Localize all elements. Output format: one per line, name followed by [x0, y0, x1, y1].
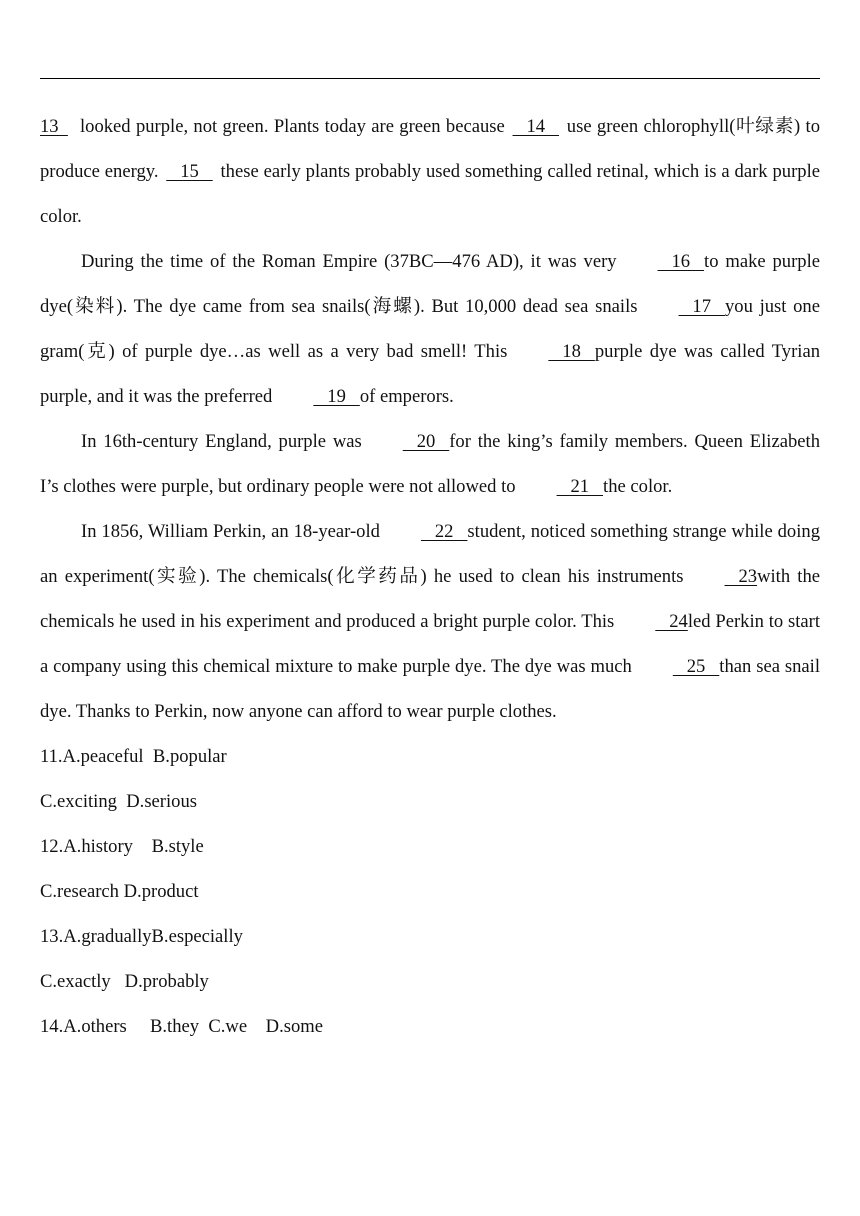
text: the color.	[603, 476, 673, 497]
header-rule	[40, 78, 820, 79]
text: In 1856, William Perkin, an 18-year-old	[81, 521, 380, 542]
text: In 16th-century England, purple was	[81, 431, 362, 452]
passage-paragraph-2	[40, 239, 820, 419]
option-line-12-ab: 12.A.history B.style	[40, 836, 204, 857]
blank-13: 13	[40, 116, 68, 137]
text: to make purple dye(染料). The dye came from sea snails(海螺). But 10,000 dead sea snails	[40, 251, 820, 317]
blank-17: 17	[678, 296, 725, 317]
blank-14: 14	[512, 116, 560, 137]
passage-paragraph-4	[40, 509, 820, 734]
passage-paragraph-1	[40, 104, 820, 239]
blank-21: 21	[556, 476, 604, 497]
text: these early plants probably used something called retinal, which is a dark purple color.	[40, 161, 821, 227]
option-line-11-ab: 11.A.peaceful B.popular	[40, 746, 227, 767]
text: purple dye was called Tyrian purple, and it was the preferred	[40, 341, 820, 407]
blank-20: 20	[402, 431, 450, 452]
document-body	[40, 104, 820, 1049]
text: with the chemicals he used in his experiment and produced a bright purple color. This	[40, 566, 821, 632]
text: led Perkin to start a company using this chemical mixture to make purple dye. The dye was much	[40, 611, 821, 677]
option-line-12-cd: C.research D.product	[40, 881, 199, 902]
text: looked purple, not green. Plants today are green because	[80, 116, 505, 137]
text: you just one gram(克) of purple dye…as well as a very bad smell! This	[40, 296, 820, 362]
passage-paragraph-3	[40, 419, 820, 509]
blank-19: 19	[313, 386, 360, 407]
text: than sea snail dye. Thanks to Perkin, now anyone can afford to wear purple clothes.	[40, 656, 820, 722]
answer-options	[40, 734, 820, 1049]
text: use green chlorophyll(叶绿素) to produce energy.	[40, 116, 820, 182]
text: student, noticed something strange while doing an experiment(实验). The chemicals(化学药品) he used to clean his instruments	[40, 521, 820, 587]
option-line-11-cd: C.exciting D.serious	[40, 791, 197, 812]
option-line-14: 14.A.others B.they C.we D.some	[40, 1016, 324, 1037]
blank-22: 22	[420, 521, 468, 542]
blank-24: 24	[655, 611, 688, 632]
text: of emperors.	[359, 386, 454, 407]
blank-25: 25	[672, 656, 720, 677]
blank-16: 16	[657, 251, 705, 272]
blank-18: 18	[548, 341, 595, 362]
text: for the king’s family members. Queen Elizabeth I’s clothes were purple, but ordinary people were not allowed to	[40, 431, 820, 497]
blank-15: 15	[166, 161, 213, 182]
option-line-13-cd: C.exactly D.probably	[40, 971, 209, 992]
blank-23: 23	[724, 566, 758, 587]
text: During the time of the Roman Empire (37BC—476 AD), it was very	[81, 251, 617, 272]
option-line-13-ab: 13.A.graduallyB.especially	[40, 926, 243, 947]
